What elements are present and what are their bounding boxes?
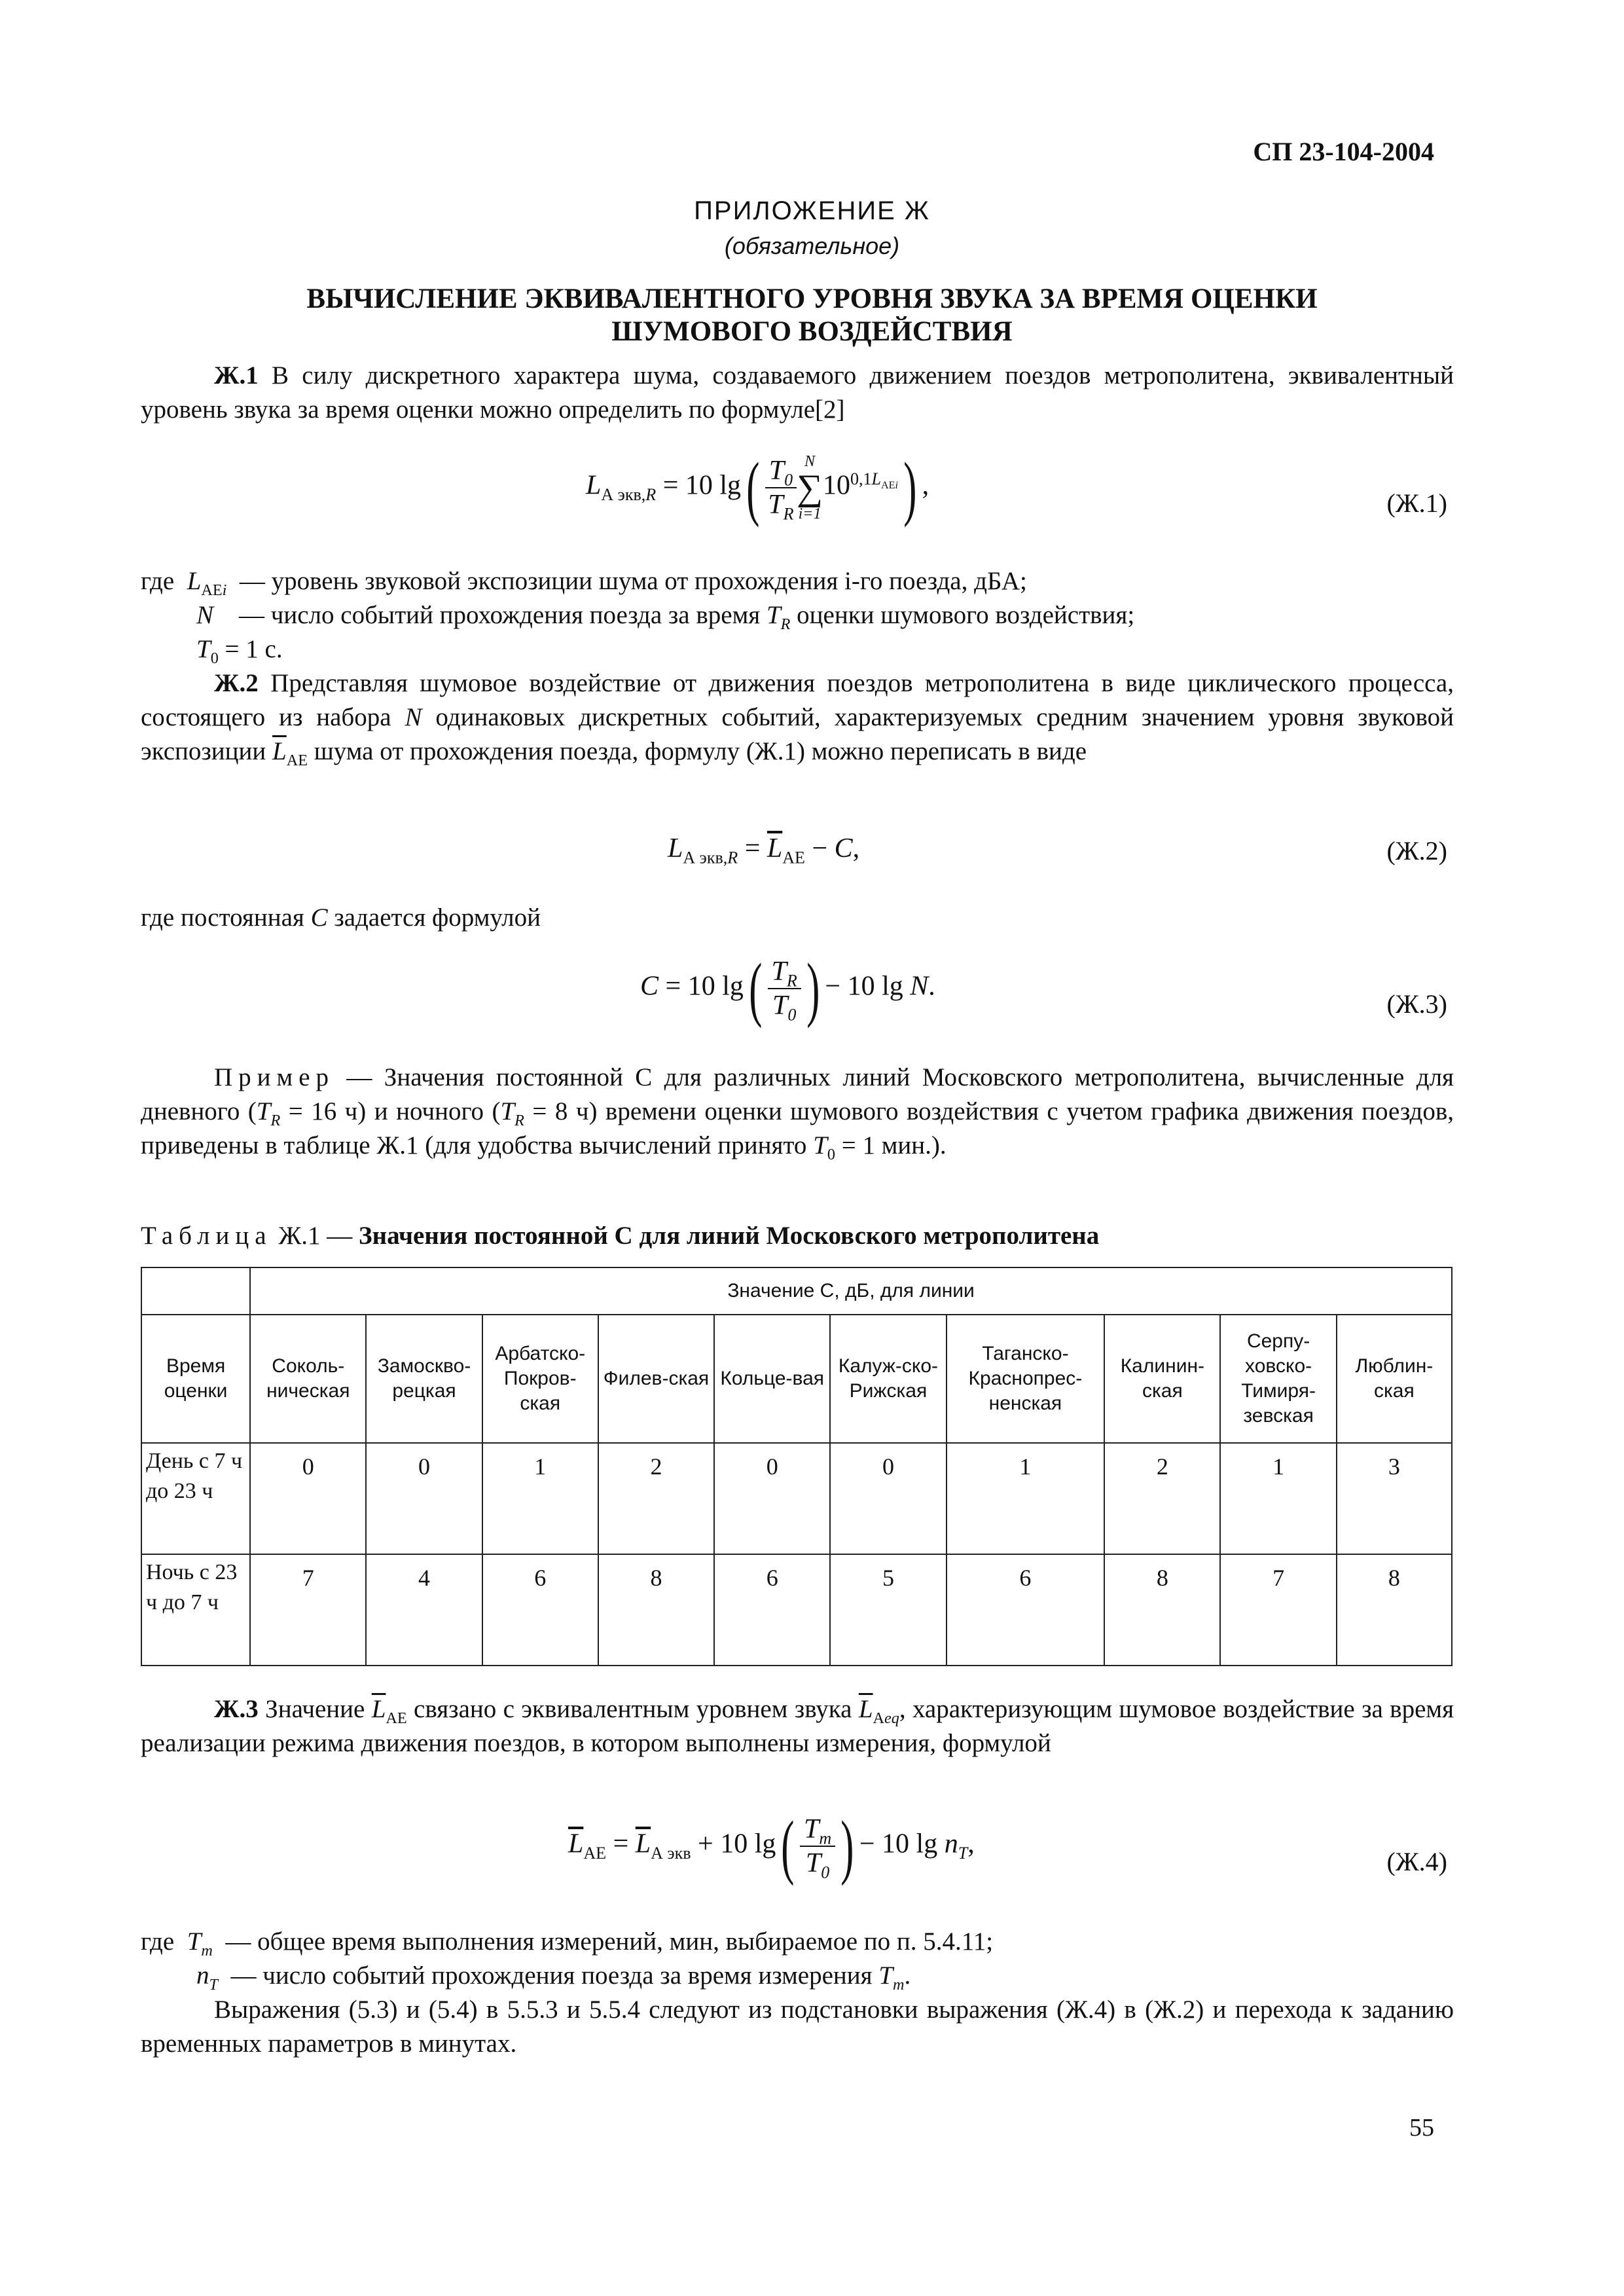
where-j1-line3-text: = 1 с. (225, 635, 283, 663)
section-j2-body-a: Представляя шумовое воздействие от движения поездов метрополитена в виде циклического процесса, состоящего из набора (141, 669, 1454, 731)
formula-j4-number: (Ж.4) (1386, 1847, 1447, 1876)
formula-j1-number: (Ж.1) (1386, 488, 1447, 518)
table-row-label: День с 7 ч до 23 ч (141, 1443, 250, 1554)
table-header-time: Время оценки (141, 1315, 250, 1443)
where-j1-line2-text: — число событий прохождения поезда за время (239, 601, 761, 629)
where-j1-line3: $T_0 = 1$ с. (196, 635, 283, 667)
section-j3-text: Ж.3 Значение $\overline{L}_{AE}$ связано с эквивалентным уровнем звука $\overline{L}_{Aeq}$, характеризующим шумовое воздействие за время реализации режима движения поездов, в котором выполнены измерения, формулой (141, 1695, 1454, 1757)
example-text: Пример — Значения постоянной С для различных линий Московского метрополитена, вычисленные для дневного ($T_R = 16$ ч) и ночного ($T_R = 8$ ч) времени оценки шумового воздействия с учетом графика движения поездов, приведены в таблице Ж.1 (для удобства вычислений принято $T_0 = 1$ мин.). (141, 1063, 1454, 1163)
const-c-text-b: задается формулой (334, 903, 541, 932)
table-header-line: Кольце-вая (714, 1315, 830, 1443)
table-header-line: Серпу-ховско-Тимиря-зевская (1220, 1315, 1336, 1443)
table-header-line: Калинин-ская (1104, 1315, 1220, 1443)
document-code: СП 23-104-2004 (1253, 137, 1434, 166)
appendix-status: (обязательное) (724, 232, 900, 259)
table-cell: 1 (947, 1443, 1105, 1554)
section-j2-number: Ж.2 (214, 669, 259, 697)
table-row (141, 1554, 1452, 1666)
table-header-line: Соколь-ническая (250, 1315, 366, 1443)
table-group-header-row (141, 1267, 1452, 1315)
table-header-line: Таганско-Краснопрес-ненская (947, 1315, 1105, 1443)
table-caption-label: Таблица (141, 1222, 272, 1250)
table-cell: 1 (482, 1443, 598, 1554)
table-cell: 8 (598, 1554, 714, 1666)
table-header-row (141, 1315, 1452, 1443)
example-text-c: = 8 ч) времени оценки шумового воздействия с учетом графика движения поездов, приведены в таблице Ж.1 (для удобства вычислений принято (141, 1097, 1454, 1159)
where-j1-line1-text: — уровень звуковой экспозиции шума от прохождения i-го поезда, дБА; (239, 567, 1027, 595)
const-c-text: где постоянная C задается формулой (141, 903, 541, 932)
table-cell: 3 (1337, 1443, 1452, 1554)
table-cell: 7 (1220, 1554, 1336, 1666)
table-cell: 4 (366, 1554, 482, 1666)
table-cell: 1 (1220, 1443, 1336, 1554)
table-cell: 2 (1104, 1443, 1220, 1554)
formula-j3: C = 10 lg( $\frac{T_R}{T_0}$ ) − 10 lg N. (640, 949, 935, 1029)
page-number: 55 (1409, 2114, 1434, 2141)
table-header-line: Калуж-ско-Рижская (830, 1315, 946, 1443)
section-j2-body-b: одинаковых дискретных событий, характеризуемых средним значением уровня звуковой экспозиции (141, 703, 1454, 765)
where-j3-line1: где $T_m$ — общее время выполнения измерений, мин, выбираемое по п. 5.4.11; (141, 1927, 994, 1959)
table-cell: 0 (830, 1443, 946, 1554)
table-header-line: Арбатско-Покров-ская (482, 1315, 598, 1443)
section-j3-body-a: Значение (258, 1695, 365, 1723)
table-cell: 6 (482, 1554, 598, 1666)
where-j3-line2: $n_T$ — число событий прохождения поезда за время измерения $T_m$. (196, 1961, 911, 1994)
formula-j3-number: (Ж.3) (1386, 989, 1447, 1019)
example-text-a: — Значения постоянной С для различных линий Московского метрополитена, вычисленные для дневного ( (141, 1063, 1454, 1125)
where-j3-line1-text: — общее время выполнения измерений, мин, выбираемое по п. 5.4.11; (225, 1927, 994, 1956)
table-caption-title: Значения постоянной С для линий Московского метрополитена (359, 1222, 1100, 1250)
where-j3-line2-text: — число событий прохождения поезда за время измерения (230, 1961, 873, 1990)
where-j1-line2: N — число событий прохождения поезда за время $T_R$ оценки шумового воздействия; (196, 601, 1135, 633)
section-j3-body-c: , характеризующим шумовое воздействие за время реализации режима движения поездов, в котором выполнены измерения, формулой (141, 1695, 1454, 1757)
table-cell: 0 (250, 1443, 366, 1554)
table-header-line: Люблин-ская (1337, 1315, 1452, 1443)
table-caption-number: Ж.1 — (272, 1222, 359, 1250)
example-label: Пример (214, 1063, 335, 1091)
table-cell: 2 (598, 1443, 714, 1554)
table-header-line: Замоскво-рецкая (366, 1315, 482, 1443)
table-cell: 8 (1337, 1554, 1452, 1666)
appendix-title: ПРИЛОЖЕНИЕ Ж (694, 196, 930, 225)
appendix-heading-line2: ШУМОВОГО ВОЗДЕЙСТВИЯ (611, 316, 1013, 347)
closing-text: Выражения (5.3) и (5.4) в 5.5.3 и 5.5.4 следуют из подстановки выражения (Ж.4) в (Ж.2) и перехода к заданию временных параметров в минутах. (141, 1995, 1454, 2058)
section-j3-body-b: связано с эквивалентным уровнем звука (414, 1695, 852, 1723)
table-cell: 6 (714, 1554, 830, 1666)
section-j3-number: Ж.3 (214, 1695, 259, 1723)
table-header-line: Филев-ская (598, 1315, 714, 1443)
section-j1-text (141, 359, 1454, 427)
const-c-text-a: где постоянная (141, 903, 304, 932)
table-row (141, 1443, 1452, 1554)
constants-table (141, 1267, 1453, 1666)
section-j2-body-c: шума от прохождения поезда, формулу (Ж.1) можно переписать в виде (314, 737, 1087, 765)
appendix-heading (0, 283, 1624, 348)
table-row-label: Ночь с 23 ч до 7 ч (141, 1554, 250, 1666)
table-cell: 7 (250, 1554, 366, 1666)
example-text-d: = 1 мин.). (841, 1131, 947, 1159)
formula-j2: $L_{А экв,R} = \overline{L}_{AE} - C$, (668, 833, 860, 867)
table-cell: 0 (714, 1443, 830, 1554)
table-cell: 5 (830, 1554, 946, 1666)
section-j1-body: В силу дискретного характера шума, создаваемого движением поездов метрополитена, эквивалентный уровень звука за время оценки можно определить по формуле[2] (141, 361, 1454, 424)
formula-j1: $L_{А экв,R} = 10$ lg( $\frac{T_0}{T_R}$ N ∑ $i=110^{0,1L_{AEi}}$) , (586, 448, 929, 528)
formula-j4: $\overline{L}_{AE} = \overline{L}_{А экв} + 10$ lg( $\frac{T_m}{T_0}$ ) − 10 $\lg n_T$, (568, 1806, 975, 1886)
table-cell: 8 (1104, 1554, 1220, 1666)
where-j1-line1: где $L_{AEi}$ — уровень звуковой экспозиции шума от прохождения i-го поезда, дБА; (141, 567, 1027, 599)
table-group-header: Значение С, дБ, для линии (250, 1267, 1452, 1315)
table-cell: 0 (366, 1443, 482, 1554)
appendix-heading-line1: ВЫЧИСЛЕНИЕ ЭКВИВАЛЕНТНОГО УРОВНЯ ЗВУКА ЗА ВРЕМЯ ОЦЕНКИ (306, 283, 1318, 314)
table-cell: 6 (947, 1554, 1105, 1666)
formula-j2-number: (Ж.2) (1386, 836, 1447, 866)
where-j1-line2-text-b: оценки шумового воздействия; (797, 601, 1135, 629)
table-caption (141, 1221, 1099, 1250)
example-text-b: = 16 ч) и ночного ( (288, 1097, 501, 1125)
section-j1-number: Ж.1 (214, 361, 259, 390)
section-j2-text: Ж.2 Представляя шумовое воздействие от движения поездов метрополитена в виде циклического процесса, состоящего из набора N одинаковых дискретных событий, характеризуемых средним значением уровня звуковой экспозиции $\overline{L}_{AE}$ шума от прохождения поезда, формулу (Ж.1) можно переписать в виде (141, 669, 1454, 769)
